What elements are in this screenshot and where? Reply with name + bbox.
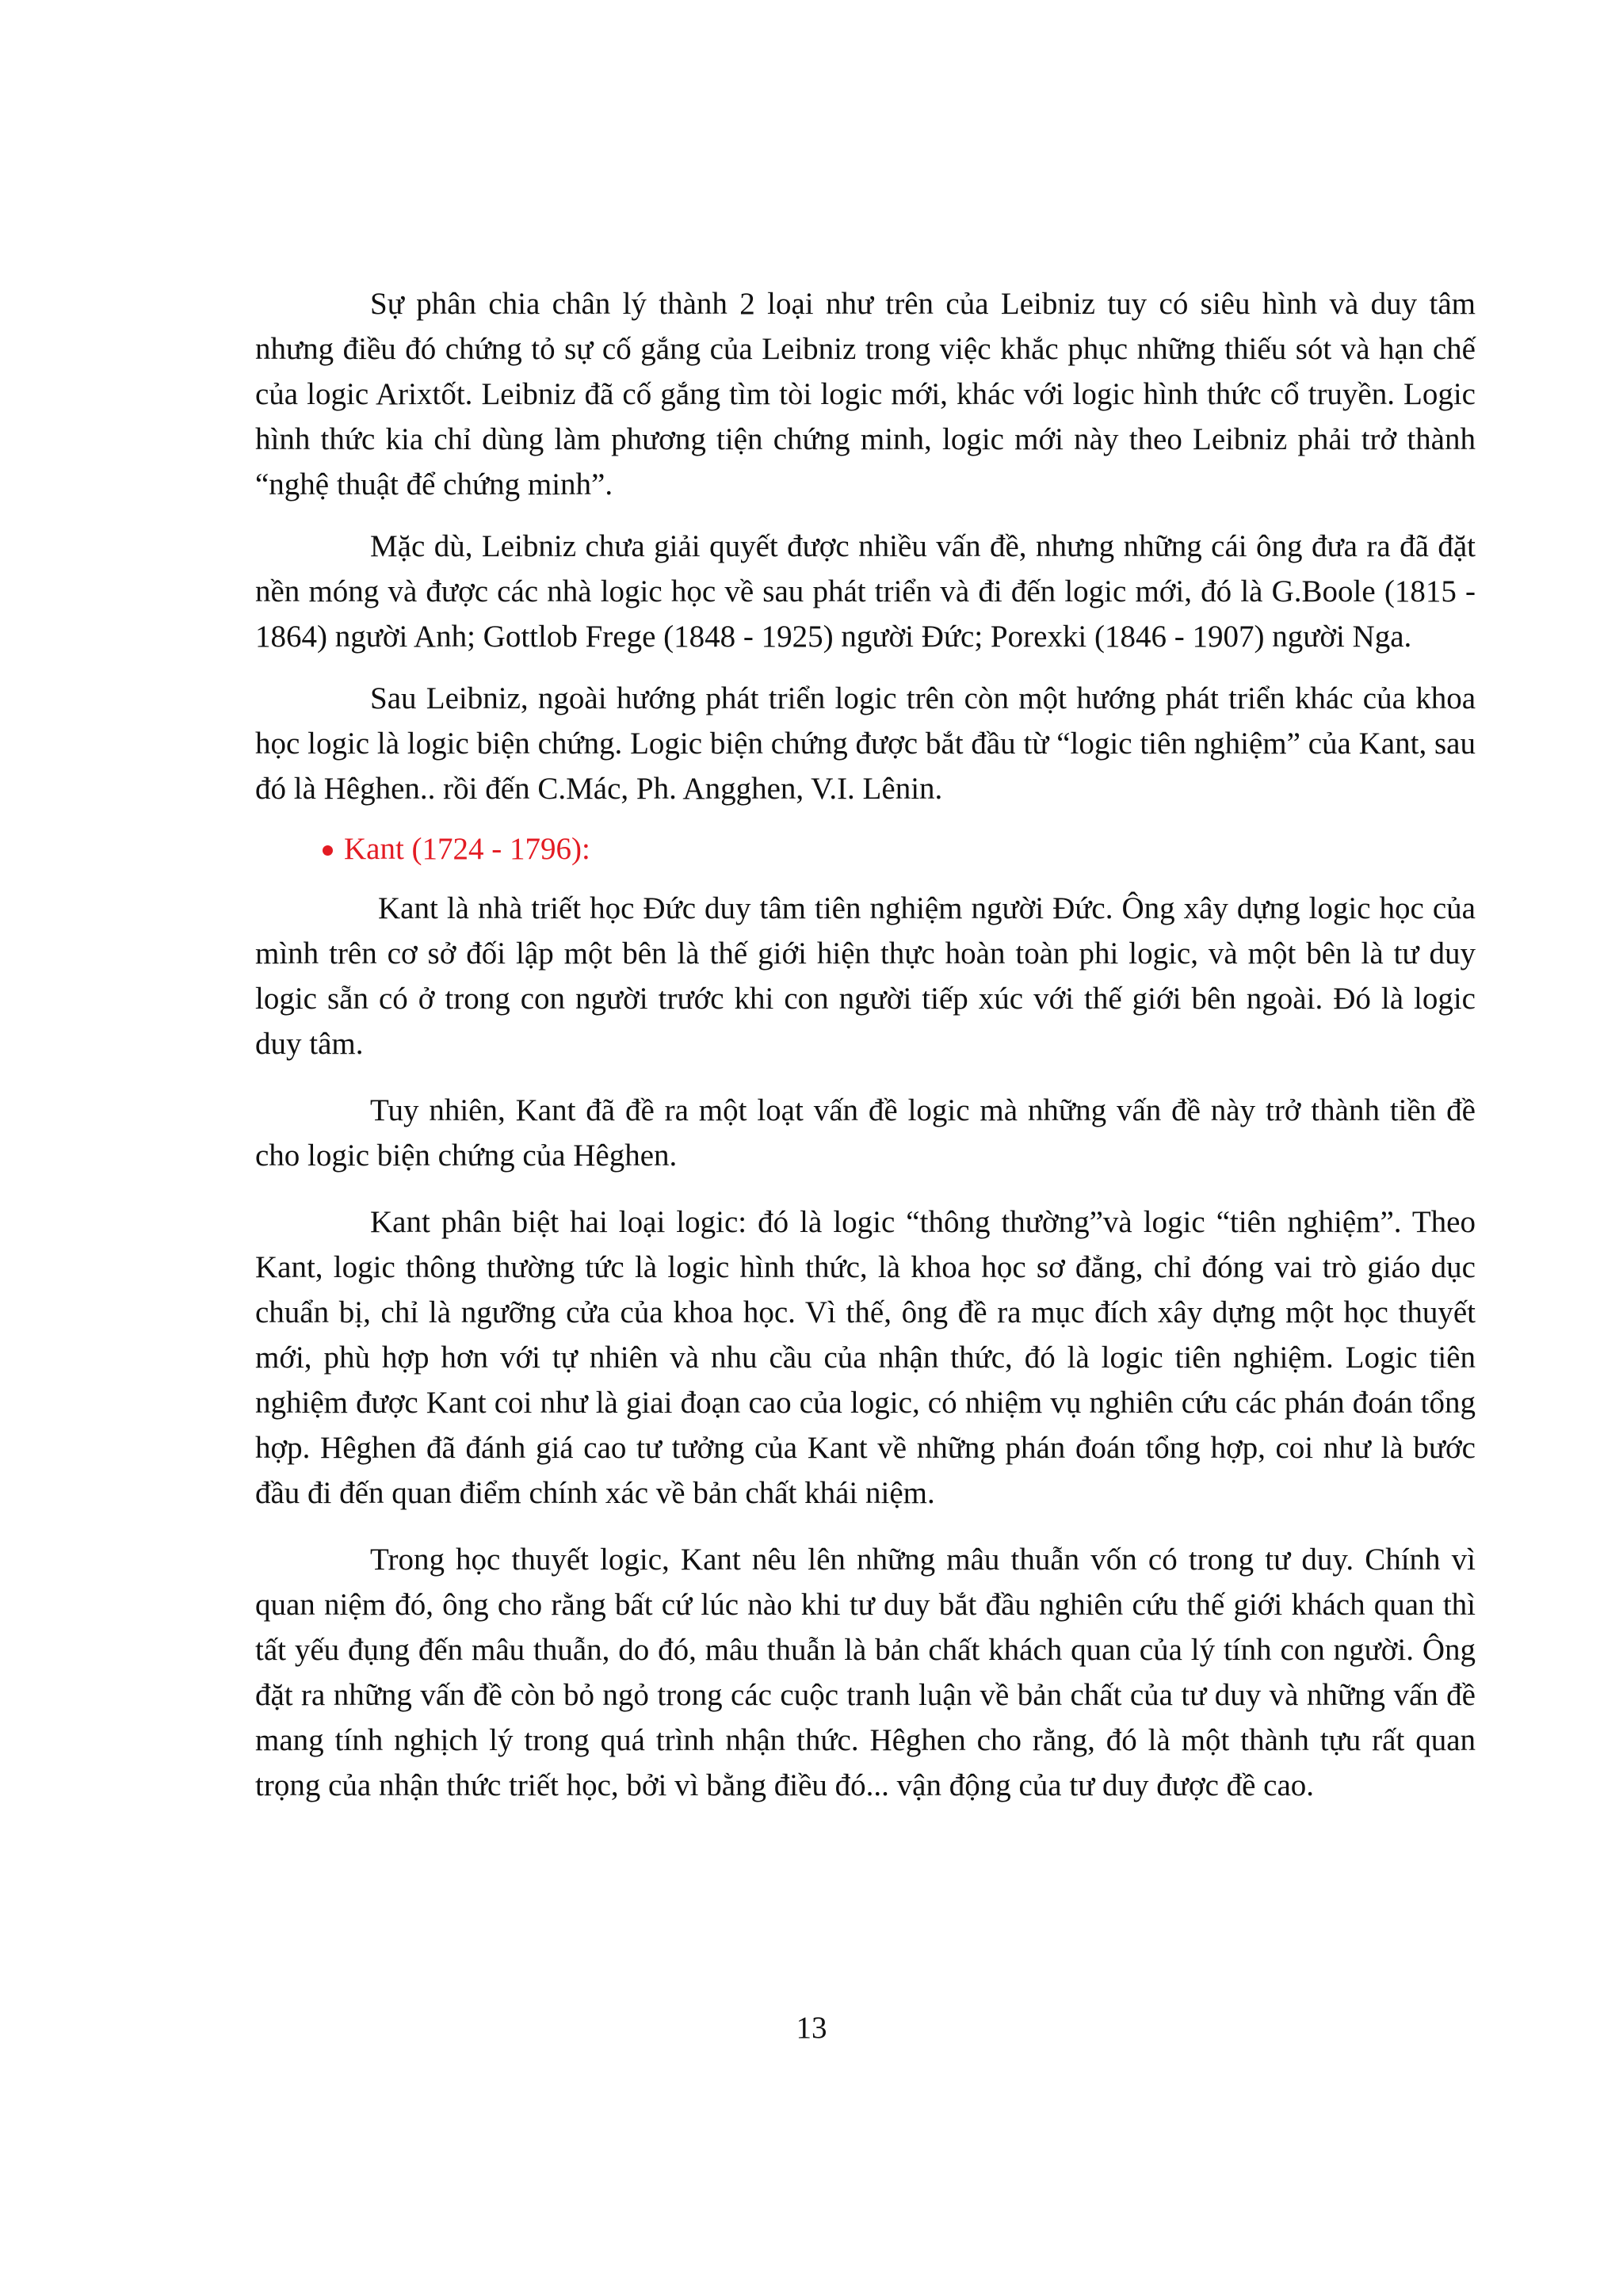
paragraph-leibniz-legacy: Mặc dù, Leibniz chưa giải quyết được nhiều vấn đề, nhưng những cái ông đưa ra đã đặt nền móng và được các nhà logic học về sau phát triển và đi đến logic mới, đó là G.Boole (1815 - 1864) người Anh; Gottlob Frege (1848 - 1925) người Đức; Porexki (1846 - 1907) người Nga. [255, 529, 1476, 654]
paragraph-kant-problems: Tuy nhiên, Kant đã đề ra một loạt vấn đề logic mà những vấn đề này trở thành tiền đề cho logic biện chứng của Hêghen. [255, 1093, 1476, 1173]
bullet-icon [323, 845, 333, 856]
paragraph-leibniz-truth: Sự phân chia chân lý thành 2 loại như trên của Leibniz tuy có siêu hình và duy tâm nhưng điều đó chứng tỏ sự cố gắng của Leibniz trong việc khắc phục những thiếu sót và hạn chế của logic Arixtốt. Leibniz đã cố gắng tìm tòi logic mới, khác với logic hình thức cổ truyền. Logic hình thức kia chỉ dùng làm phương tiện chứng minh, logic mới này theo Leibniz phải trở thành “nghệ thuật để chứng minh”. [255, 287, 1476, 502]
paragraph-dialectic-logic: Sau Leibniz, ngoài hướng phát triển logic trên còn một hướng phát triển khác của khoa học logic là logic biện chứng. Logic biện chứng được bắt đầu từ “logic tiên nghiệm” của Kant, sau đó là Hêghen.. rồi đến C.Mác, Ph. Angghen, V.I. Lênin. [255, 681, 1476, 806]
section-heading-kant-label: Kant (1724 - 1796): [344, 832, 590, 866]
section-heading-kant [323, 826, 1476, 871]
page-number: 13 [796, 2011, 827, 2045]
paragraph-kant-intro: Kant là nhà triết học Đức duy tâm tiên nghiệm người Đức. Ông xây dựng logic học của mình trên cơ sở đối lập một bên là thế giới hiện thực hoàn toàn phi logic, và một bên là tư duy logic sẵn có ở trong con người trước khi con người tiếp xúc với thế giới bên ngoài. Đó là logic duy tâm. [255, 891, 1476, 1061]
document-body [255, 281, 1476, 1808]
paragraph-kant-contradictions: Trong học thuyết logic, Kant nêu lên những mâu thuẫn vốn có trong tư duy. Chính vì quan niệm đó, ông cho rằng bất cứ lúc nào khi tư duy bắt đầu nghiên cứu thế giới khách quan thì tất yếu đụng đến mâu thuẫn, do đó, mâu thuẫn là bản chất khách quan của lý tính con người. Ông đặt ra những vấn đề còn bỏ ngỏ trong các cuộc tranh luận về bản chất của tư duy và những vấn đề mang tính nghịch lý trong quá trình nhận thức. Hêghen cho rằng, đó là một thành tựu rất quan trọng của nhận thức triết học, bởi vì bằng điều đó... vận động của tư duy được đề cao. [255, 1543, 1476, 1802]
paragraph-kant-two-logics: Kant phân biệt hai loại logic: đó là logic “thông thường”và logic “tiên nghiệm”. Theo Kant, logic thông thường tức là logic hình thức, là khoa học sơ đẳng, chỉ đóng vai trò giáo dục chuẩn bị, chỉ là ngưỡng cửa của khoa học. Vì thế, ông đề ra mục đích xây dựng một học thuyết mới, phù hợp hơn với tự nhiên và nhu cầu của nhận thức, đó là logic tiên nghiệm. Logic tiên nghiệm được Kant coi như là giai đoạn cao của logic, có nhiệm vụ nghiên cứu các phán đoán tổng hợp. Hêghen đã đánh giá cao tư tưởng của Kant về những phán đoán tổng hợp, coi như là bước đầu đi đến quan điểm chính xác về bản chất khái niệm. [255, 1205, 1476, 1510]
